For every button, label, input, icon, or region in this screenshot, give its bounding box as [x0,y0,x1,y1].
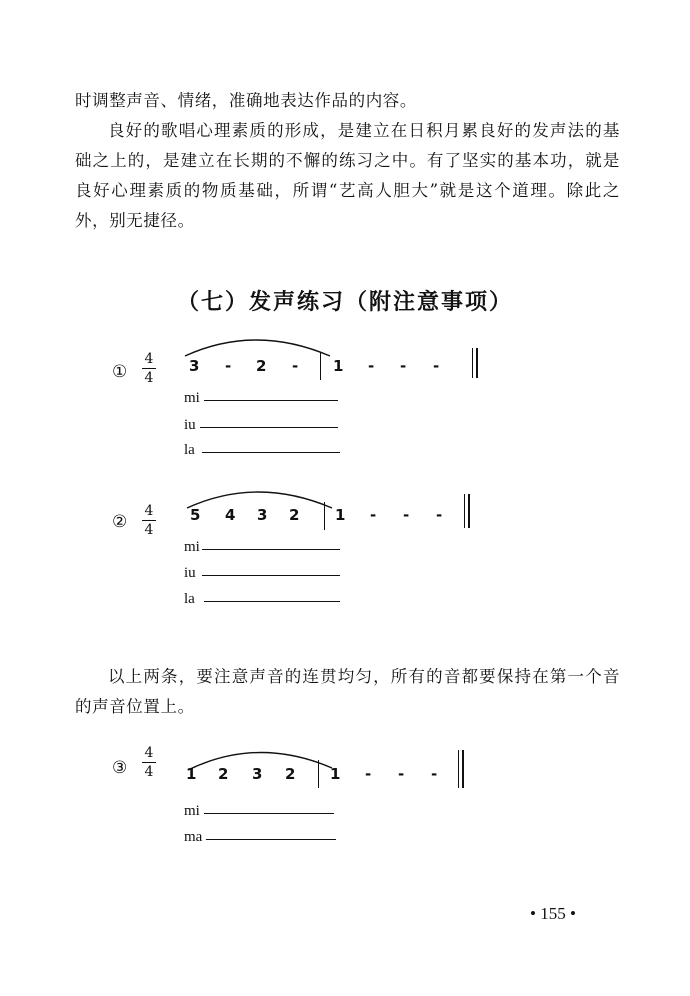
note: 3 [257,506,268,524]
note: 1 [330,765,341,783]
slur-mark [180,330,340,360]
exercise-number: ② [112,512,128,532]
final-bar-thin [472,348,473,378]
note: - [433,357,440,375]
sustain-line [202,452,340,453]
sustain-line [202,549,340,550]
sustain-line [204,813,334,814]
note: - [436,506,443,524]
note: - [398,765,405,783]
sustain-line [200,427,338,428]
final-bar-thin [464,494,465,528]
note: 1 [335,506,346,524]
note: 2 [218,765,229,783]
paragraph-notes: 以上两条，要注意声音的连贯均匀，所有的音都要保持在第一个音的声音位置上。 [75,667,620,716]
page-number: • 155 • [530,904,576,923]
syllable: mi [184,539,200,555]
bar-line [320,352,321,380]
bar-line [318,760,319,788]
note: - [292,357,299,375]
note: - [400,357,407,375]
time-sig-top: 4 [144,351,154,367]
paragraph-psychology: 良好的歌唱心理素质的形成，是建立在日积月累良好的发声法的基础之上的，是建立在长期的不懈的练习之中。有了坚实的基本功，就是良好心理素质的物质基础，所谓“艺高人胆大”就是这个道理。除此之外，别无捷径。 [75,121,620,230]
note: 1 [186,765,197,783]
note: 2 [285,765,296,783]
exercise-number: ① [112,362,128,382]
note: 3 [252,765,263,783]
syllable: la [184,442,195,458]
sustain-line [202,575,340,576]
time-sig-top: 4 [144,745,154,761]
time-signature [142,504,156,537]
note: - [365,765,372,783]
syllable: iu [184,417,196,433]
note: - [368,357,375,375]
bar-line [324,502,325,530]
syllable: mi [184,390,200,406]
time-signature [142,352,156,385]
final-bar-thick [476,348,478,378]
sustain-line [204,601,340,602]
sustain-line [204,400,338,401]
final-bar-thick [468,494,470,528]
paragraph-continuation: 时调整声音、情绪，准确地表达作品的内容。 [75,91,417,110]
note: 5 [190,506,201,524]
syllable: mi [184,803,200,819]
note: - [403,506,410,524]
note: 3 [189,357,200,375]
syllable: iu [184,565,196,581]
time-sig-bottom: 4 [144,764,154,780]
final-bar-thin [458,750,459,788]
time-sig-top: 4 [144,503,154,519]
note: 4 [225,506,236,524]
syllable: ma [184,829,203,845]
time-signature [142,746,156,779]
note: - [225,357,232,375]
final-bar-thick [462,750,464,788]
note: 2 [256,357,267,375]
section-heading: （七）发声练习（附注意事项） [176,289,513,315]
syllable: la [184,591,195,607]
note: - [370,506,377,524]
note: - [431,765,438,783]
time-sig-bottom: 4 [144,522,154,538]
note: 1 [333,357,344,375]
time-sig-bottom: 4 [144,370,154,386]
note: 2 [289,506,300,524]
sustain-line [206,839,336,840]
exercise-number: ③ [112,758,128,778]
